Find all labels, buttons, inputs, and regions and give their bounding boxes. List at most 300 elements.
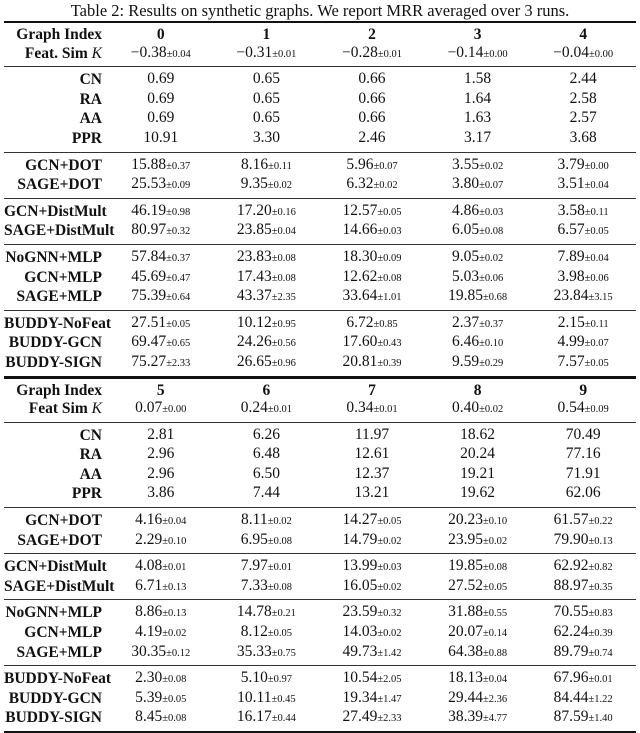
cell-std: ±0.05 (377, 206, 402, 218)
cell-value: 23.83 (236, 247, 272, 265)
table-cell (108, 44, 214, 67)
table-cell (108, 600, 214, 623)
cell-value: 3.17 (464, 128, 492, 146)
table-cell (214, 152, 320, 175)
method-name: NoGNN+MLP (4, 600, 108, 623)
table-cell (214, 221, 320, 244)
table-cell (530, 508, 636, 531)
table-cell (425, 465, 531, 485)
cell-value: 25.53 (131, 175, 167, 193)
method-name: RA (79, 446, 102, 464)
table-cell (530, 287, 636, 310)
cell-value: 6.26 (252, 425, 280, 443)
header-row-graph-index (4, 377, 636, 399)
cell-value: 2.81 (147, 425, 175, 443)
cell-value: 2.44 (569, 70, 597, 88)
table-cell (214, 577, 320, 600)
table-cell (425, 422, 531, 445)
k-symbol: K (91, 44, 102, 62)
cell-std: ±0.08 (267, 535, 293, 547)
header-row-feat-sim (4, 399, 636, 422)
table-cell (319, 310, 425, 333)
cell-std: ±2.35 (271, 292, 296, 304)
cell-std: ±0.04 (584, 180, 609, 192)
cell-value: 12.57 (342, 201, 378, 219)
table-row (4, 623, 636, 643)
cell-std: ±0.04 (482, 674, 508, 686)
cell-std: ±0.08 (482, 562, 508, 574)
table-cell (108, 353, 214, 377)
cell-value: 45.69 (131, 267, 167, 285)
table-cell (530, 67, 636, 90)
table-cell (530, 465, 636, 485)
cell-std: ±0.32 (377, 608, 402, 620)
table-cell (319, 643, 425, 666)
cell-value: 77.16 (565, 445, 601, 463)
table-cell (214, 353, 320, 377)
method-name: BUDDY-GCN (8, 334, 102, 352)
table-caption: Table 2: Results on synthetic graphs. We report MRR averaged over 3 runs. (70, 1, 570, 20)
table-cell (214, 465, 320, 485)
cell-std: ±0.74 (588, 647, 613, 659)
cell-std: ±1.47 (377, 693, 402, 705)
cell-value: 12.62 (342, 267, 378, 285)
cell-value: −0.31 (236, 43, 273, 61)
table-cell (425, 44, 531, 67)
cell-value: 2.58 (569, 89, 597, 107)
cell-value: −0.14 (447, 43, 484, 61)
cell-value: 5.03 (451, 267, 480, 285)
table-cell (530, 109, 636, 129)
table-cell (530, 175, 636, 198)
table-cell (214, 484, 320, 507)
cell-std: ±0.00 (589, 48, 614, 60)
table-row (4, 67, 636, 90)
cell-value: 2.15 (557, 313, 585, 331)
table-cell (425, 554, 531, 577)
table-cell (425, 333, 531, 353)
cell-value: −0.38 (130, 43, 167, 61)
table-cell (108, 531, 214, 554)
cell-std: ±0.04 (162, 516, 187, 528)
cell-value: 16.05 (342, 576, 378, 594)
table-row (4, 708, 636, 732)
cell-value: 8.12 (240, 623, 268, 641)
table-cell (214, 287, 320, 310)
method-name: RA (79, 90, 102, 108)
cell-value: 3.30 (252, 128, 280, 146)
k-symbol: K (91, 400, 102, 418)
table-cell (530, 90, 636, 110)
cell-value: 62.24 (553, 623, 589, 641)
cell-value: 2.46 (358, 128, 386, 146)
table-cell (425, 109, 531, 129)
cell-std: ±0.02 (267, 516, 292, 528)
header-row-graph-index (4, 22, 636, 44)
cell-std: ±0.05 (377, 516, 402, 528)
cell-value: 27.51 (131, 313, 167, 331)
table-cell (108, 508, 214, 531)
cell-value: 6.72 (346, 313, 374, 331)
table-row (4, 689, 636, 709)
table-cell (425, 287, 531, 310)
cell-value: 6.48 (252, 445, 280, 463)
method-name: GCN+MLP (24, 624, 102, 642)
table-cell (530, 422, 636, 445)
table-cell (214, 109, 320, 129)
cell-std: ±0.13 (162, 608, 187, 620)
table-cell (319, 90, 425, 110)
cell-std: ±0.83 (588, 608, 613, 620)
table-cell (425, 643, 531, 666)
cell-std: ±0.08 (162, 713, 187, 725)
cell-std: ±0.37 (166, 160, 191, 172)
graph-index-label: Graph Index (4, 377, 108, 399)
cell-std: ±0.29 (479, 357, 504, 369)
table-cell (425, 531, 531, 554)
table-cell (108, 310, 214, 333)
table-cell (319, 623, 425, 643)
table-cell (530, 333, 636, 353)
table-cell (319, 666, 425, 689)
method-name: AA (79, 110, 102, 128)
cell-std: ±0.39 (377, 357, 402, 369)
method-name: SAGE+MLP (16, 288, 102, 306)
table-cell (214, 445, 320, 465)
table-cell (319, 152, 425, 175)
cell-std: ±0.01 (588, 674, 613, 686)
table-cell (530, 152, 636, 175)
cell-value: 23.85 (236, 221, 272, 239)
cell-value: 35.33 (236, 642, 272, 660)
method-name: SAGE+DOT (17, 176, 102, 194)
table-row (4, 465, 636, 485)
cell-std: ±0.13 (162, 581, 187, 593)
cell-std: ±0.02 (479, 160, 504, 172)
cell-value: 43.37 (236, 287, 272, 305)
cell-value: 3.58 (557, 201, 585, 219)
table-cell (530, 399, 636, 422)
cell-value: 79.90 (553, 530, 589, 548)
cell-value: 9.35 (240, 175, 268, 193)
cell-value: 8.11 (241, 511, 268, 529)
cell-value: 0.65 (252, 89, 280, 107)
table-cell (108, 666, 214, 689)
cell-value: 19.85 (448, 287, 483, 305)
table-cell (530, 221, 636, 244)
method-name: BUDDY-NoFeat (4, 666, 108, 689)
table-cell (425, 666, 531, 689)
cell-value: 16.17 (236, 708, 272, 726)
cell-std: ±0.00 (584, 160, 609, 172)
cell-std: ±0.11 (584, 318, 609, 330)
table-cell (425, 484, 531, 507)
cell-value: 3.98 (557, 267, 585, 285)
cell-std: ±0.13 (588, 535, 613, 547)
cell-std: ±0.08 (271, 272, 296, 284)
table-cell (214, 643, 320, 666)
cell-std: ±0.10 (482, 516, 508, 528)
cell-std: ±0.82 (588, 562, 613, 574)
cell-value: 5.39 (135, 688, 163, 706)
graph-index-1: 6 (214, 377, 320, 399)
table-cell (530, 44, 636, 67)
cell-value: 0.66 (358, 109, 386, 127)
table-cell (425, 244, 531, 267)
cell-std: ±0.95 (271, 318, 296, 330)
feat-sim-text: Feat. Sim (24, 44, 88, 62)
table-row (4, 175, 636, 198)
cell-value: 12.61 (354, 445, 390, 463)
method-name: BUDDY-SIGN (4, 708, 108, 732)
cell-std: ±0.05 (584, 357, 609, 369)
cell-value: 18.13 (448, 669, 483, 687)
cell-std: ±0.08 (479, 226, 504, 238)
method-name: SAGE+DOT (17, 531, 102, 549)
cell-value: 18.62 (460, 425, 496, 443)
cell-value: 26.65 (236, 352, 272, 370)
table-cell (108, 152, 214, 175)
cell-value: 23.59 (342, 603, 378, 621)
table-cell (108, 90, 214, 110)
cell-value: 62.06 (565, 484, 601, 502)
table-cell (214, 508, 320, 531)
cell-value: 4.19 (135, 623, 163, 641)
cell-std: ±0.21 (271, 608, 296, 620)
header-row-feat-sim (4, 44, 636, 67)
table-cell (530, 577, 636, 600)
table-row (4, 577, 636, 600)
cell-value: 7.44 (252, 484, 280, 502)
table-cell (108, 465, 214, 485)
cell-std: ±0.08 (162, 674, 187, 686)
table-cell (530, 554, 636, 577)
table-cell (425, 129, 531, 152)
method-name: BUDDY-GCN (8, 689, 102, 707)
table-cell (530, 689, 636, 709)
cell-value: 4.08 (135, 557, 163, 575)
cell-value: 10.91 (143, 128, 179, 146)
table-cell (319, 67, 425, 90)
table-cell (319, 531, 425, 554)
table-cell (214, 554, 320, 577)
cell-value: 9.05 (451, 247, 480, 265)
graph-index-label: Graph Index (4, 22, 108, 44)
cell-value: 9.59 (451, 352, 480, 370)
method-name: AA (79, 465, 102, 483)
table-cell (108, 643, 214, 666)
cell-value: 20.24 (460, 445, 496, 463)
cell-value: 8.45 (135, 708, 163, 726)
table-cell (319, 708, 425, 732)
cell-value: 24.26 (236, 333, 272, 351)
cell-value: 14.66 (342, 221, 378, 239)
table-cell (214, 708, 320, 732)
cell-std: ±0.07 (373, 160, 398, 172)
cell-value: 6.95 (240, 530, 268, 548)
cell-std: ±0.07 (584, 338, 609, 350)
cell-std: ±0.98 (166, 206, 191, 218)
cell-value: 71.91 (565, 464, 601, 482)
cell-value: 14.27 (342, 511, 378, 529)
cell-std: ±0.04 (166, 48, 191, 60)
cell-value: 5.96 (346, 155, 374, 173)
table-cell (108, 109, 214, 129)
table-row (4, 600, 636, 623)
cell-std: ±2.33 (166, 357, 191, 369)
table-cell (319, 109, 425, 129)
cell-std: ±0.03 (377, 226, 402, 238)
table-row (4, 268, 636, 288)
feat-sim-label (4, 44, 108, 67)
cell-std: ±0.35 (588, 581, 613, 593)
cell-std: ±2.05 (377, 674, 402, 686)
table-row (4, 90, 636, 110)
table-cell (425, 623, 531, 643)
method-name: GCN+DistMult (4, 198, 108, 221)
cell-std: ±0.43 (377, 338, 402, 350)
cell-value: 33.64 (342, 287, 378, 305)
table-cell (214, 244, 320, 267)
table-cell (319, 129, 425, 152)
cell-std: ±0.06 (479, 272, 504, 284)
cell-std: ±0.00 (162, 404, 187, 416)
table-row (4, 531, 636, 554)
cell-value: 20.81 (342, 352, 378, 370)
cell-value: 13.21 (354, 484, 390, 502)
method-name: GCN+DistMult (4, 554, 108, 577)
cell-std: ±1.01 (377, 292, 402, 304)
cell-std: ±0.97 (267, 674, 293, 686)
table-cell (319, 577, 425, 600)
method-name: SAGE+DistMult (4, 577, 115, 595)
cell-value: 4.86 (451, 201, 480, 219)
cell-value: 14.03 (342, 623, 378, 641)
table-row (4, 643, 636, 666)
cell-std: ±0.02 (482, 535, 508, 547)
table-cell (530, 600, 636, 623)
cell-std: ±0.10 (479, 338, 504, 350)
cell-std: ±0.01 (162, 562, 187, 574)
table-cell (319, 268, 425, 288)
cell-value: 3.80 (451, 175, 480, 193)
table-cell (425, 445, 531, 465)
table-row (4, 445, 636, 465)
cell-value: 38.39 (448, 708, 483, 726)
table-cell (530, 623, 636, 643)
table-cell (214, 268, 320, 288)
method-name: CN (4, 422, 108, 445)
cell-value: 15.88 (131, 155, 167, 173)
cell-std: ±0.88 (482, 647, 508, 659)
method-name: GCN+DOT (4, 152, 108, 175)
table-cell (319, 399, 425, 422)
method-name: NoGNN+MLP (4, 244, 108, 267)
table-row (4, 129, 636, 152)
cell-std: ±0.09 (584, 404, 609, 416)
cell-std: ±0.01 (272, 48, 297, 60)
cell-value: 2.57 (569, 109, 597, 127)
table-row (4, 333, 636, 353)
cell-value: 14.79 (342, 530, 378, 548)
cell-value: 87.59 (553, 708, 589, 726)
table-cell (530, 531, 636, 554)
table-cell (319, 353, 425, 377)
table-cell (214, 531, 320, 554)
table-cell (108, 554, 214, 577)
cell-std: ±0.05 (584, 226, 609, 238)
cell-value: 19.21 (460, 464, 496, 482)
cell-value: 0.54 (557, 399, 585, 417)
cell-std: ±0.03 (377, 562, 402, 574)
cell-value: 89.79 (553, 642, 589, 660)
cell-std: ±3.15 (588, 292, 613, 304)
cell-value: 2.96 (147, 445, 175, 463)
cell-std: ±0.01 (267, 562, 293, 574)
feat-sim-text: Feat Sim (28, 400, 88, 418)
graph-index-2: 7 (319, 377, 425, 399)
cell-std: ±0.03 (479, 206, 504, 218)
cell-value: 3.51 (557, 175, 585, 193)
table-row (4, 221, 636, 244)
cell-value: 20.23 (448, 511, 483, 529)
table-cell (530, 268, 636, 288)
table-cell (319, 44, 425, 67)
graph-index-1: 1 (214, 22, 320, 44)
cell-std: ±0.02 (377, 581, 402, 593)
cell-value: 57.84 (131, 247, 167, 265)
table-cell (108, 333, 214, 353)
cell-std: ±1.42 (377, 647, 402, 659)
table-cell (108, 175, 214, 198)
table-cell (319, 465, 425, 485)
graph-index-4: 9 (530, 377, 636, 399)
table-cell (214, 90, 320, 110)
cell-std: ±0.02 (267, 180, 293, 192)
cell-std: ±0.32 (166, 226, 191, 238)
cell-value: 3.79 (557, 155, 585, 173)
cell-value: 61.57 (553, 511, 589, 529)
table-cell (530, 198, 636, 221)
table-cell (425, 353, 531, 377)
table-cell (108, 287, 214, 310)
table-cell (108, 399, 214, 422)
cell-std: ±0.55 (482, 608, 508, 620)
table-cell (530, 643, 636, 666)
cell-value: 3.55 (451, 155, 480, 173)
cell-std: ±0.39 (588, 628, 613, 640)
cell-value: 1.64 (464, 89, 492, 107)
table-cell (425, 198, 531, 221)
cell-std: ±0.08 (271, 252, 296, 264)
cell-value: 5.10 (240, 669, 268, 687)
table-cell (425, 310, 531, 333)
cell-value: 0.69 (147, 70, 175, 88)
table-cell (425, 708, 531, 732)
cell-value: 1.58 (464, 70, 492, 88)
cell-value: 88.97 (553, 576, 589, 594)
table-cell (214, 310, 320, 333)
cell-std: ±2.36 (482, 693, 508, 705)
cell-value: 0.66 (358, 89, 386, 107)
cell-std: ±4.77 (482, 713, 508, 725)
table-cell (425, 508, 531, 531)
cell-std: ±1.22 (588, 693, 613, 705)
cell-std: ±0.47 (166, 272, 191, 284)
cell-value: 6.05 (451, 221, 480, 239)
table-cell (425, 152, 531, 175)
cell-std: ±0.01 (377, 48, 402, 60)
